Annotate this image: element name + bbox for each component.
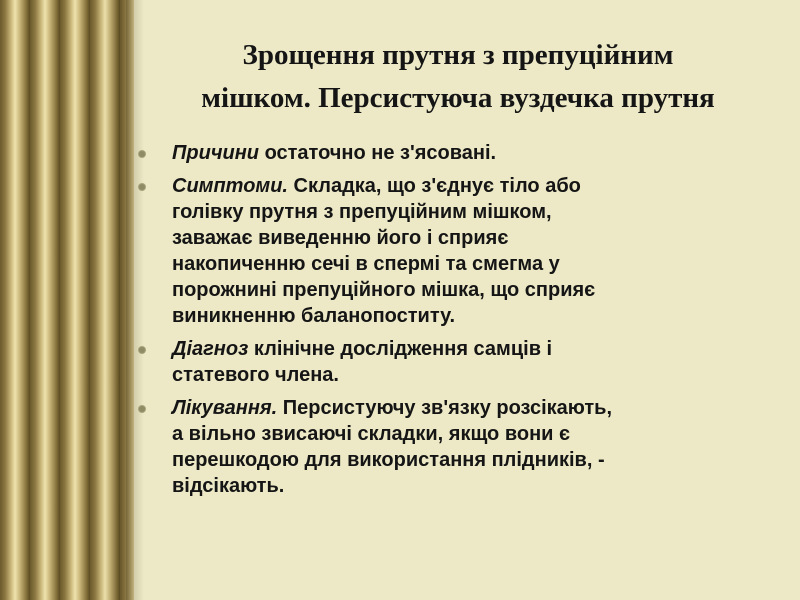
title-line-1: Зрощення прутня з препуційним xyxy=(242,39,674,71)
bullet-icon xyxy=(139,184,145,190)
bullet-text: відсікають. xyxy=(172,475,285,497)
bullet-text: остаточно не з'ясовані. xyxy=(264,142,497,164)
bullet-text: а вільно звисаючі складки, якщо вони є xyxy=(172,423,571,445)
bullet-list xyxy=(134,140,784,506)
bullet-lead: Симптоми. xyxy=(172,175,288,197)
bullet-lead: Лікування. xyxy=(172,397,278,419)
bullet-text: перешкодою для використання плідників, - xyxy=(172,449,605,471)
bullet-icon xyxy=(139,406,145,412)
slide-title xyxy=(146,34,770,120)
bullet-text: виникненню баланопоститу. xyxy=(172,305,456,327)
bullet-lead: Причини xyxy=(172,142,259,164)
bullet-text: голівку прутня з препуційним мішком, xyxy=(172,201,552,223)
bullet-item xyxy=(134,395,784,499)
bullet-icon xyxy=(139,347,145,353)
bullet-text: порожнині препуційного мішка, що сприяє xyxy=(172,279,596,301)
bullet-text: клінічне дослідження самців і xyxy=(253,338,553,360)
title-line-2: мішком. Персистуюча вуздечка прутня xyxy=(201,82,715,114)
bullet-text: Складка, що з'єднує тіло або xyxy=(293,175,581,197)
bullet-text: Персистуючу зв'язку розсікають, xyxy=(282,397,613,419)
bullet-text: накопиченню сечі в спермі та смегма у xyxy=(172,253,560,275)
bullet-icon xyxy=(139,151,145,157)
bullet-text: заважає виведенню його і сприяє xyxy=(172,227,509,249)
bullet-text: статевого члена. xyxy=(172,364,339,386)
bullet-item xyxy=(134,336,784,388)
bullet-item xyxy=(134,173,784,329)
bullet-lead: Діагноз xyxy=(172,338,249,360)
bullet-item xyxy=(134,140,784,166)
decorative-gold-stripe xyxy=(0,0,134,600)
